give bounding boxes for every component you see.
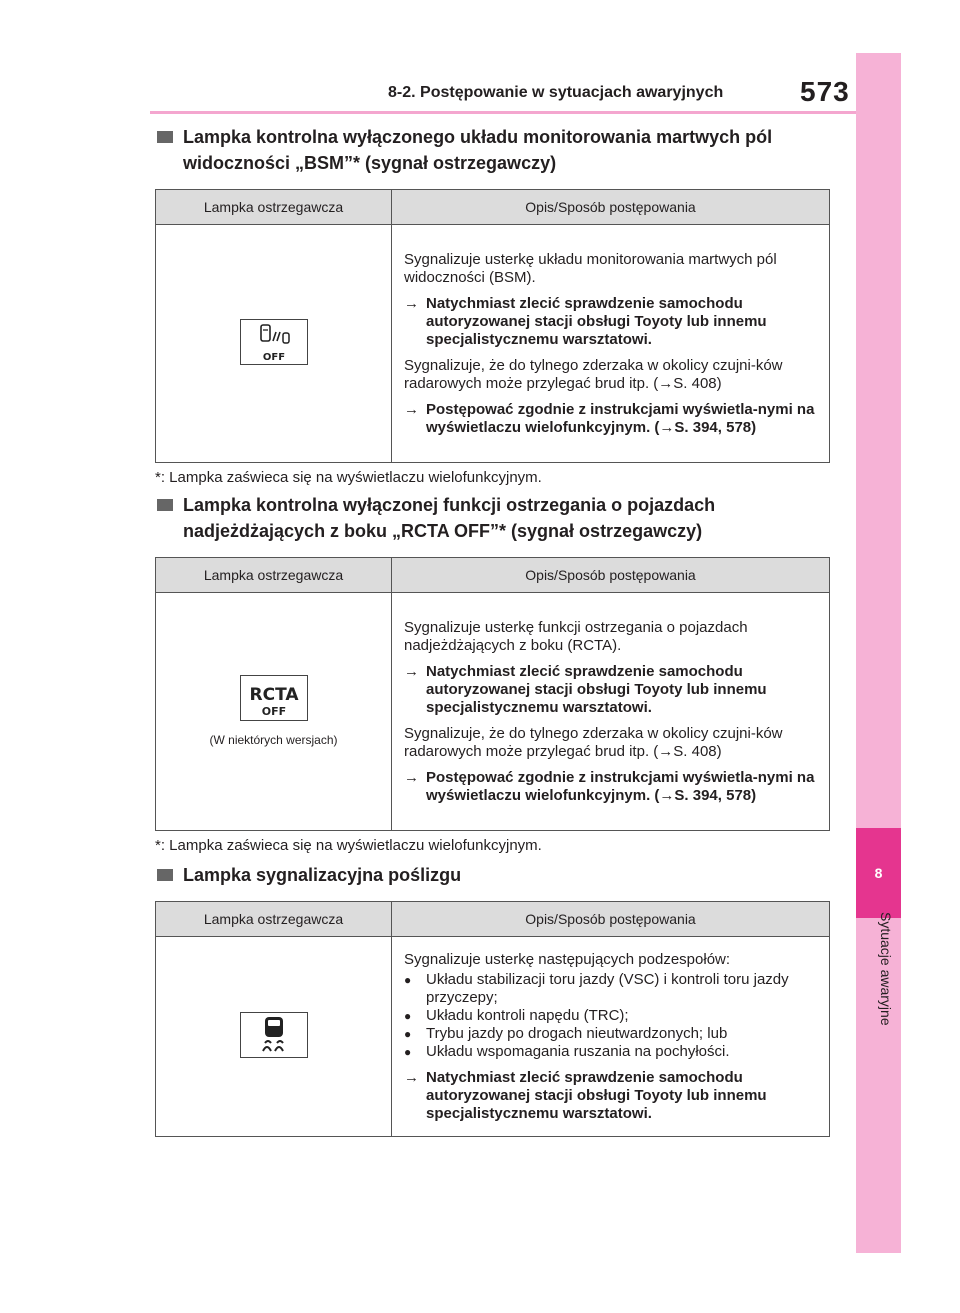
table-header-light: Lampka ostrzegawcza [156,190,392,225]
rcta-off-glyph [241,676,307,720]
warning-table [155,901,830,1137]
action-item: → Natychmiast zlecić sprawdzenie samochodu autoryzowanej stacji obsługi Toyoty lub innemu specjalistycznemu warsztatowi. [404,662,767,716]
description-cell [392,937,830,1137]
warning-table [155,189,830,463]
action-item: → Natychmiast zlecić sprawdzenie samochodu autoryzowanej stacji obsługi Toyoty lub innemu specjalistycznemu warsztatowi. [404,1068,767,1122]
heading-square-icon [157,131,173,143]
bsm-off-icon [240,319,308,365]
rcta-off-icon [240,675,308,721]
slip-indicator-glyph [241,1013,307,1057]
running-header: 8-2. Postępowanie w sytuacjach awaryjnych [388,84,724,101]
warning-table [155,557,830,831]
slip-indicator-icon [240,1012,308,1058]
section-slip [155,862,835,1137]
table-header-description: Opis/Sposób postępowania [392,558,830,593]
section-rcta [155,492,835,854]
table-header-light: Lampka ostrzegawcza [156,902,392,937]
svg-text:OFF: OFF [262,351,285,363]
section-bsm [155,124,835,486]
warning-light-cell [156,937,392,1137]
description-text: Sygnalizuje usterkę układu monitorowania martwych pól widoczności (BSM). [404,250,777,286]
header-rule [150,111,856,114]
description-cell [392,225,830,463]
list-item: ● Trybu jazdy po drogach nieutwardzonych; lub [404,1024,728,1042]
svg-text:OFF: OFF [261,704,286,718]
section-heading: Lampka kontrolna wyłączonej funkcji ostrzegania o pojazdach nadjeżdżających z boku „RCTA OFF”* (sygnał ostrzegawczy) [157,492,835,544]
list-item: ● Układu stabilizacji toru jazdy (VSC) i kontroli toru jazdy przyczepy; [404,970,789,1006]
heading-square-icon [157,869,173,881]
action-item: → Postępować zgodnie z instrukcjami wyświetla-nymi na wyświetlaczu wielofunkcyjnym. (→S. 394, 578) [404,768,815,804]
footnote: *: Lampka zaświeca się na wyświetlaczu wielofunkcyjnym. [155,469,542,486]
chapter-label: Sytuacje awaryjne [878,912,894,1026]
svg-text:RCTA: RCTA [249,684,298,705]
warning-light-cell [156,593,392,831]
action-item: → Natychmiast zlecić sprawdzenie samochodu autoryzowanej stacji obsługi Toyoty lub innemu specjalistycznemu warsztatowi. [404,294,767,348]
bsm-off-glyph [241,320,307,364]
heading-square-icon [157,499,173,511]
table-header-description: Opis/Sposób postępowania [392,190,830,225]
list-item: ● Układu wspomagania ruszania na pochyłości. [404,1042,730,1060]
side-thumb-tab [856,53,901,1253]
list-item: ● Układu kontroli napędu (TRC); [404,1006,629,1024]
table-header-description: Opis/Sposób postępowania [392,902,830,937]
chapter-number-box: 8 [856,828,901,918]
page-number: 573 [800,76,850,107]
description-text: Sygnalizuje, że do tylnego zderzaka w okolicy czujni-ków radarowych może przylegać brud itp. (→S. 408) [404,724,783,760]
table-header-light: Lampka ostrzegawcza [156,558,392,593]
warning-light-cell [156,225,392,463]
section-heading: Lampka kontrolna wyłączonego układu monitorowania martwych pól widoczności „BSM”* (sygnał ostrzegawczy) [157,124,835,176]
description-text: Sygnalizuje usterkę następujących podzespołów: [404,950,731,968]
version-caption: (W niektórych wersjach) [209,732,338,747]
footnote: *: Lampka zaświeca się na wyświetlaczu wielofunkcyjnym. [155,837,542,854]
action-item: → Postępować zgodnie z instrukcjami wyświetla-nymi na wyświetlaczu wielofunkcyjnym. (→S. 394, 578) [404,400,815,436]
section-heading: Lampka sygnalizacyjna poślizgu [157,862,835,888]
description-text: Sygnalizuje usterkę funkcji ostrzegania o pojazdach nadjeżdżających z boku (RCTA). [404,618,748,654]
description-text: Sygnalizuje, że do tylnego zderzaka w okolicy czujni-ków radarowych może przylegać brud itp. (→S. 408) [404,356,783,392]
description-cell [392,593,830,831]
